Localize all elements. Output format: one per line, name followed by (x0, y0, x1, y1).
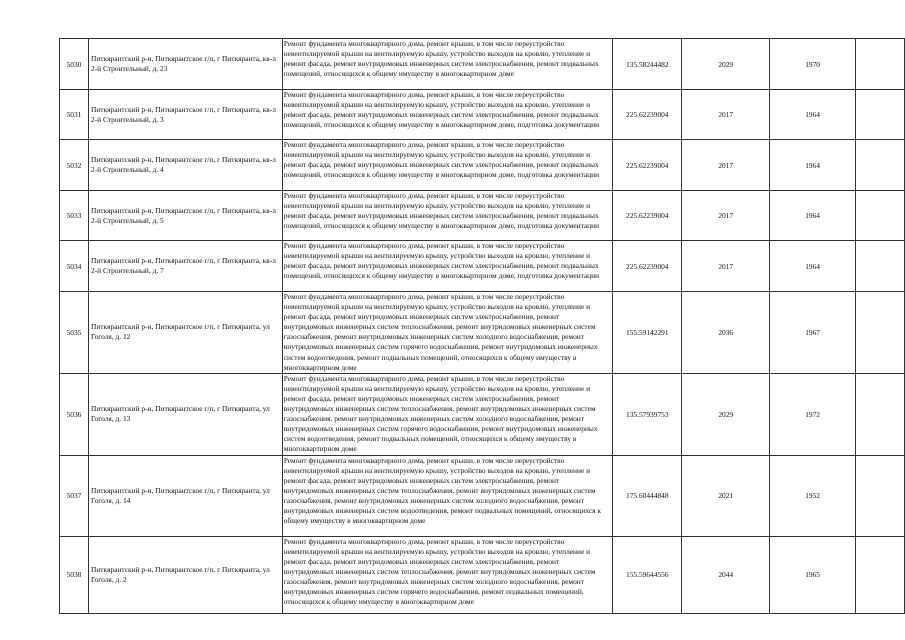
empty-cell (856, 39, 905, 90)
empty-cell (856, 140, 905, 191)
address-cell: Питкярантский р-н, Питкярантское г/п, г Питкяранта, кв-л 2-й Строительный, д. 3 (88, 90, 282, 140)
works-cell: Ремонт фундамента многоквартирного дома, ремонт крыши, в том числе переустройство невентилируемой крыши на вентилируемую крышу, устройство выходов на кровлю, утепление и ремонт фасада, ремонт внутридомовых инженерных систем электроснабжения, ремонт внутридомовых инженерных систем теплоснабжения, ремонт внутридомовых инженерных систем газоснабжения, ремонт внутридомовых инженерных систем холодного водоснабжения, ремонт внутридомовых инженерных систем водоотведения, ремонт подвальных помещений, относящихся к общему имуществу в многоквартирном доме (282, 455, 613, 536)
row-number: 5030 (60, 39, 89, 90)
row-number: 5038 (60, 536, 89, 613)
row-number: 5037 (60, 455, 89, 536)
cost-cell: 225.62239004 (613, 241, 682, 292)
planned-year-cell: 2017 (682, 191, 770, 241)
table-row (60, 455, 905, 536)
empty-cell (856, 292, 905, 374)
works-cell: Ремонт фундамента многоквартирного дома, ремонт крыши, в том числе переустройство невентилируемой крыши на вентилируемую крышу, устройство выходов на кровлю, утепление и ремонт фасада, ремонт внутридомовых инженерных систем электроснабжения, ремонт подвальных помещений, относящихся к общему имуществу в многоквартирном доме, подготовка документации (282, 191, 613, 241)
address-cell: Питкярантский р-н, Питкярантское г/п, г Питкяранта, кв-л 2-й Строительный, д. 7 (88, 241, 282, 292)
planned-year-cell: 2021 (682, 455, 770, 536)
build-year-cell: 1964 (770, 90, 856, 140)
cost-cell: 135.57939753 (613, 373, 682, 455)
empty-cell (856, 536, 905, 613)
cost-cell: 135.58244482 (613, 39, 682, 90)
planned-year-cell: 2029 (682, 373, 770, 455)
works-cell: Ремонт фундамента многоквартирного дома, ремонт крыши, в том числе переустройство невентилируемой крыши на вентилируемую крышу, устройство выходов на кровлю, утепление и ремонт фасада, ремонт внутридомовых инженерных систем электроснабжения, ремонт внутридомовых инженерных систем теплоснабжения, ремонт внутридомовых инженерных систем газоснабжения, ремонт внутридомовых инженерных систем холодного водоснабжения, ремонт внутридомовых инженерных систем горячего водоснабжения, ремонт подвальных помещений, относящихся к общему имуществу в многоквартирном доме (282, 536, 613, 613)
works-cell: Ремонт фундамента многоквартирного дома, ремонт крыши, в том числе переустройство невентилируемой крыши на вентилируемую крышу, устройство выходов на кровлю, утепление и ремонт фасада, ремонт внутридомовых инженерных систем электроснабжения, ремонт подвальных помещений, относящихся к общему имуществу в многоквартирном доме, подготовка документации (282, 140, 613, 191)
works-cell: Ремонт фундамента многоквартирного дома, ремонт крыши, в том числе переустройство невентилируемой крыши на вентилируемую крышу, устройство выходов на кровлю, утепление и ремонт фасада, ремонт внутридомовых инженерных систем электроснабжения, ремонт внутридомовых инженерных систем теплоснабжения, ремонт внутридомовых инженерных систем газоснабжения, ремонт внутридомовых инженерных систем холодного водоснабжения, ремонт внутридомовых инженерных систем горячего водоснабжения, ремонт внутридомовых инженерных систем водоотведения, ремонт подвальных помещений, относящихся к общему имуществу в многоквартирном доме (282, 373, 613, 455)
row-number: 5031 (60, 90, 89, 140)
capital-repair-table (59, 38, 905, 614)
empty-cell (856, 241, 905, 292)
row-number: 5036 (60, 373, 89, 455)
build-year-cell: 1972 (770, 373, 856, 455)
planned-year-cell: 2017 (682, 90, 770, 140)
table-row (60, 241, 905, 292)
table-row (60, 140, 905, 191)
address-cell: Питкярантский р-н, Питкярантское г/п, г Питкяранта, ул Гоголя, д. 13 (88, 373, 282, 455)
table-row (60, 373, 905, 455)
cost-cell: 155.59142291 (613, 292, 682, 374)
cost-cell: 225.62239004 (613, 191, 682, 241)
build-year-cell: 1967 (770, 292, 856, 374)
empty-cell (856, 373, 905, 455)
table-row (60, 191, 905, 241)
empty-cell (856, 455, 905, 536)
table-row (60, 90, 905, 140)
empty-cell (856, 191, 905, 241)
cost-cell: 175.60444848 (613, 455, 682, 536)
address-cell: Питкярантский р-н, Питкярантское г/п, г Питкяранта, кв-л 2-й Строительный, д. 5 (88, 191, 282, 241)
build-year-cell: 1952 (770, 455, 856, 536)
works-cell: Ремонт фундамента многоквартирного дома, ремонт крыши, в том числе переустройство невентилируемой крыши на вентилируемую крышу, устройство выходов на кровлю, утепление и ремонт фасада, ремонт внутридомовых инженерных систем электроснабжения, ремонт подвальных помещений, относящихся к общему имуществу в многоквартирном доме, подготовка документации (282, 241, 613, 292)
address-cell: Питкярантский р-н, Питкярантское г/п, г Питкяранта, кв-л 2-й Строительный, д. 23 (88, 39, 282, 90)
planned-year-cell: 2029 (682, 39, 770, 90)
row-number: 5032 (60, 140, 89, 191)
table-row (60, 292, 905, 374)
row-number: 5034 (60, 241, 89, 292)
build-year-cell: 1964 (770, 191, 856, 241)
cost-cell: 155.59644556 (613, 536, 682, 613)
address-cell: Питкярантский р-н, Питкярантское г/п, г Питкяранта, ул Гоголя, д. 14 (88, 455, 282, 536)
planned-year-cell: 2017 (682, 241, 770, 292)
address-cell: Питкярантский р-н, Питкярантское г/п, г Питкяранта, ул Гоголя, д. 2 (88, 536, 282, 613)
works-cell: Ремонт фундамента многоквартирного дома, ремонт крыши, в том числе переустройство невентилируемой крыши на вентилируемую крышу, устройство выходов на кровлю, утепление и ремонт фасада, ремонт внутридомовых инженерных систем электроснабжения, ремонт внутридомовых инженерных систем теплоснабжения, ремонт внутридомовых инженерных систем газоснабжения, ремонт внутридомовых инженерных систем холодного водоснабжения, ремонт внутридомовых инженерных систем горячего водоснабжения, ремонт внутридомовых инженерных систем водоотведения, ремонт подвальных помещений, относящихся к общему имуществу в многоквартирном доме (282, 292, 613, 374)
row-number: 5035 (60, 292, 89, 374)
address-cell: Питкярантский р-н, Питкярантское г/п, г Питкяранта, ул Гоголя, д. 12 (88, 292, 282, 374)
planned-year-cell: 2017 (682, 140, 770, 191)
build-year-cell: 1970 (770, 39, 856, 90)
build-year-cell: 1965 (770, 536, 856, 613)
works-cell: Ремонт фундамента многоквартирного дома, ремонт крыши, в том числе переустройство невентилируемой крыши на вентилируемую крышу, устройство выходов на кровлю, утепление и ремонт фасада, ремонт внутридомовых инженерных систем электроснабжения, ремонт подвальных помещений, относящихся к общему имуществу в многоквартирном доме, подготовка документации (282, 90, 613, 140)
empty-cell (856, 90, 905, 140)
cost-cell: 225.62239004 (613, 140, 682, 191)
address-cell: Питкярантский р-н, Питкярантское г/п, г Питкяранта, кв-л 2-й Строительный, д. 4 (88, 140, 282, 191)
table-row (60, 536, 905, 613)
cost-cell: 225.62239004 (613, 90, 682, 140)
table-row (60, 39, 905, 90)
build-year-cell: 1964 (770, 241, 856, 292)
table-body (60, 39, 905, 614)
row-number: 5033 (60, 191, 89, 241)
planned-year-cell: 2044 (682, 536, 770, 613)
planned-year-cell: 2036 (682, 292, 770, 374)
works-cell: Ремонт фундамента многоквартирного дома, ремонт крыши, в том числе переустройство невентилируемой крыши на вентилируемую крышу, устройство выходов на кровлю, утепление и ремонт фасада, ремонт внутридомовых инженерных систем электроснабжения, ремонт подвальных помещений, относящихся к общему имуществу в многоквартирном доме (282, 39, 613, 90)
build-year-cell: 1964 (770, 140, 856, 191)
